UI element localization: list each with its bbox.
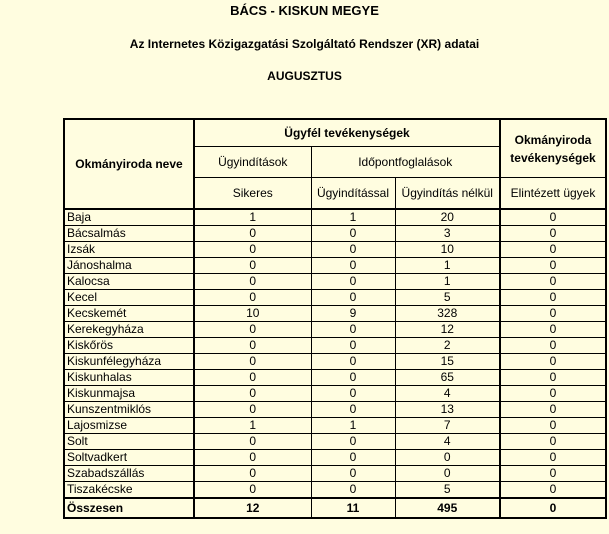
table-row [64,418,606,434]
completed-cases-cell: 0 [500,290,606,306]
without-initiation-cell: 0 [395,450,500,466]
successful-cell: 0 [194,258,311,274]
with-initiation-cell: 0 [311,482,395,499]
completed-cases-cell: 0 [500,402,606,418]
completed-cases-cell: 0 [500,226,606,242]
completed-cases-cell: 0 [500,370,606,386]
successful-cell: 0 [194,338,311,354]
with-initiation-cell: 0 [311,290,395,306]
without-initiation-cell: 4 [395,434,500,450]
without-initiation-cell: 0 [395,466,500,482]
successful-cell: 12 [194,498,311,518]
report-subtitle: Az Internetes Közigazgatási Szolgáltató Rendszer (XR) adatai [129,37,480,51]
completed-cases-cell: 0 [500,209,606,226]
table-row [64,338,606,354]
office-name-cell: Jánoshalma [64,258,194,274]
header-appointments: Időpontfoglalások [311,147,500,178]
header-office-activities: Okmányiroda tevékenységek [500,119,606,178]
office-name-cell: Kecel [64,290,194,306]
without-initiation-cell: 65 [395,370,500,386]
table-row [64,434,606,450]
successful-cell: 0 [194,370,311,386]
table-row [64,402,606,418]
with-initiation-cell: 9 [311,306,395,322]
header-with-initiation: Ügyindítással [311,178,395,210]
table-row [64,242,606,258]
with-initiation-cell: 11 [311,498,395,518]
without-initiation-cell: 7 [395,418,500,434]
without-initiation-cell: 2 [395,338,500,354]
successful-cell: 0 [194,274,311,290]
office-name-cell: Összesen [64,498,194,518]
statistics-table [63,118,607,519]
with-initiation-cell: 0 [311,434,395,450]
without-initiation-cell: 15 [395,354,500,370]
with-initiation-cell: 0 [311,450,395,466]
successful-cell: 1 [194,209,311,226]
table-row [64,466,606,482]
office-name-cell: Kalocsa [64,274,194,290]
table-row [64,386,606,402]
header-successful: Sikeres [194,178,311,210]
with-initiation-cell: 0 [311,258,395,274]
county-title: BÁCS - KISKUN MEGYE [230,3,379,18]
table-row [64,306,606,322]
with-initiation-cell: 0 [311,370,395,386]
successful-cell: 0 [194,434,311,450]
completed-cases-cell: 0 [500,434,606,450]
office-name-cell: Kiskőrös [64,338,194,354]
successful-cell: 0 [194,386,311,402]
successful-cell: 0 [194,450,311,466]
with-initiation-cell: 0 [311,386,395,402]
office-name-cell: Szabadszállás [64,466,194,482]
report-month: AUGUSZTUS [267,69,342,83]
office-name-cell: Tiszakécske [64,482,194,499]
without-initiation-cell: 4 [395,386,500,402]
with-initiation-cell: 0 [311,402,395,418]
completed-cases-cell: 0 [500,386,606,402]
completed-cases-cell: 0 [500,466,606,482]
successful-cell: 0 [194,226,311,242]
table-row [64,370,606,386]
office-name-cell: Kecskemét [64,306,194,322]
without-initiation-cell: 12 [395,322,500,338]
table-row [64,354,606,370]
without-initiation-cell: 328 [395,306,500,322]
office-name-cell: Bácsalmás [64,226,194,242]
completed-cases-cell: 0 [500,498,606,518]
without-initiation-cell: 20 [395,209,500,226]
successful-cell: 1 [194,418,311,434]
table-row [64,258,606,274]
with-initiation-cell: 0 [311,242,395,258]
without-initiation-cell: 1 [395,274,500,290]
header-office-name: Okmányiroda neve [64,119,194,209]
header-completed-cases: Elintézett ügyek [500,178,606,210]
without-initiation-cell: 5 [395,482,500,499]
successful-cell: 10 [194,306,311,322]
without-initiation-cell: 10 [395,242,500,258]
table-row [64,209,606,226]
successful-cell: 0 [194,290,311,306]
with-initiation-cell: 0 [311,338,395,354]
with-initiation-cell: 0 [311,226,395,242]
completed-cases-cell: 0 [500,258,606,274]
office-name-cell: Kerekegyháza [64,322,194,338]
office-name-cell: Kunszentmiklós [64,402,194,418]
header-initiations: Ügyindítások [194,147,311,178]
without-initiation-cell: 5 [395,290,500,306]
office-name-cell: Baja [64,209,194,226]
completed-cases-cell: 0 [500,274,606,290]
table-row [64,450,606,466]
successful-cell: 0 [194,322,311,338]
successful-cell: 0 [194,402,311,418]
completed-cases-cell: 0 [500,354,606,370]
office-name-cell: Lajosmizse [64,418,194,434]
table-row [64,290,606,306]
with-initiation-cell: 0 [311,354,395,370]
completed-cases-cell: 0 [500,322,606,338]
header-without-initiation: Ügyindítás nélkül [395,178,500,210]
with-initiation-cell: 0 [311,274,395,290]
table-row [64,482,606,499]
completed-cases-cell: 0 [500,482,606,499]
successful-cell: 0 [194,466,311,482]
without-initiation-cell: 13 [395,402,500,418]
office-name-cell: Soltvadkert [64,450,194,466]
successful-cell: 0 [194,242,311,258]
completed-cases-cell: 0 [500,242,606,258]
completed-cases-cell: 0 [500,306,606,322]
table-row [64,226,606,242]
office-name-cell: Kiskunmajsa [64,386,194,402]
without-initiation-cell: 3 [395,226,500,242]
office-name-cell: Kiskunhalas [64,370,194,386]
total-row [64,498,606,518]
with-initiation-cell: 0 [311,466,395,482]
office-name-cell: Solt [64,434,194,450]
completed-cases-cell: 0 [500,418,606,434]
without-initiation-cell: 495 [395,498,500,518]
completed-cases-cell: 0 [500,450,606,466]
office-name-cell: Kiskunfélegyháza [64,354,194,370]
header-client-activities: Ügyfél tevékenységek [194,119,500,147]
without-initiation-cell: 1 [395,258,500,274]
successful-cell: 0 [194,354,311,370]
table-row [64,274,606,290]
with-initiation-cell: 1 [311,209,395,226]
successful-cell: 0 [194,482,311,499]
office-name-cell: Izsák [64,242,194,258]
completed-cases-cell: 0 [500,338,606,354]
table-row [64,322,606,338]
with-initiation-cell: 0 [311,322,395,338]
with-initiation-cell: 1 [311,418,395,434]
